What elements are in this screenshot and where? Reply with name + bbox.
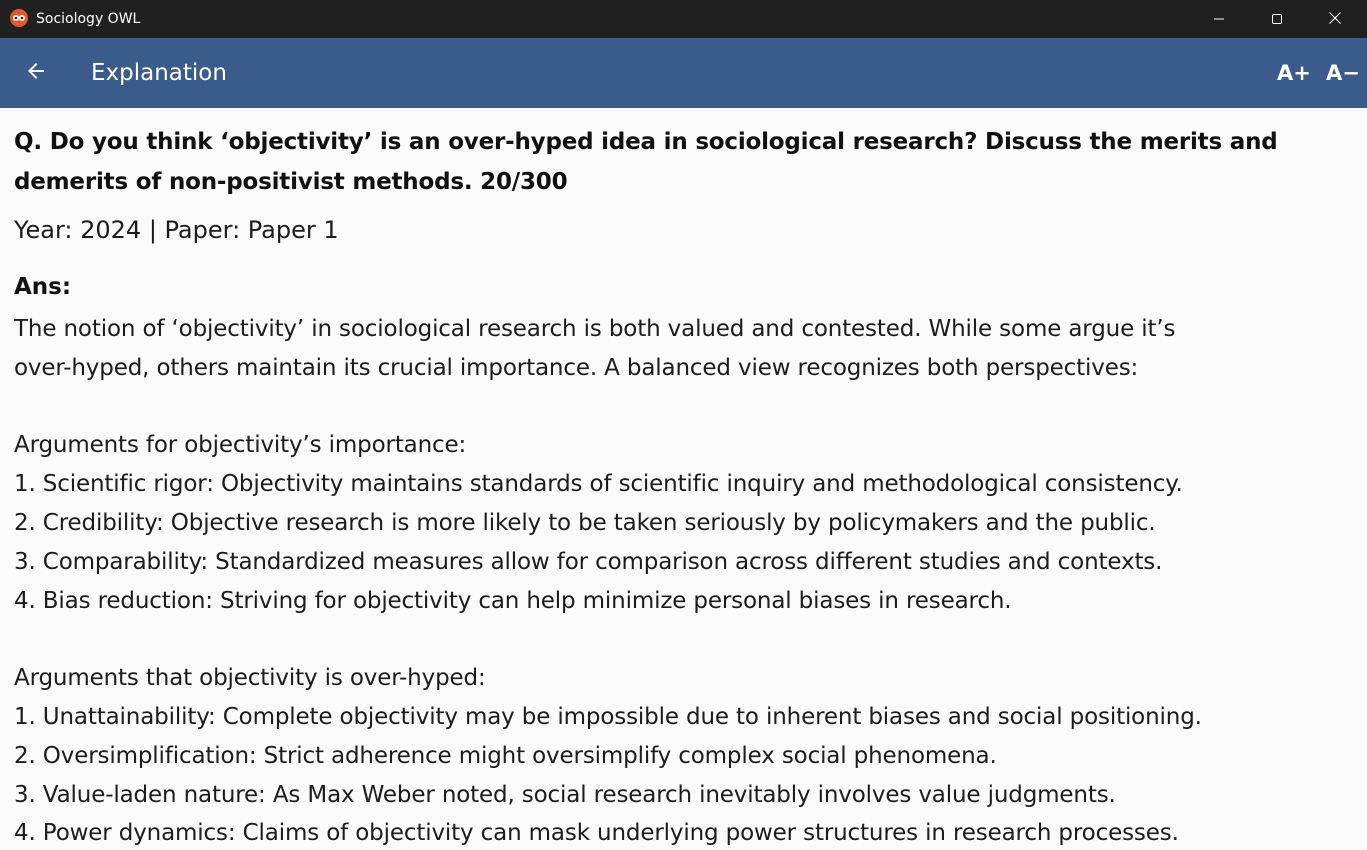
list-item: 1. Unattainability: Complete objectivity may be impossible due to inherent biases and social positioning. bbox=[14, 703, 1202, 730]
list-item: 2. Oversimplification: Strict adherence might oversimplify complex social phenomena. bbox=[14, 742, 997, 769]
close-button[interactable] bbox=[1306, 0, 1364, 38]
list-item: 4. Power dynamics: Claims of objectivity can mask underlying power structures in research processes. bbox=[14, 820, 1179, 847]
answer-line: over-hyped, others maintain its crucial importance. A balanced view recognizes both perspectives: bbox=[14, 354, 1139, 381]
answer-line: The notion of ‘objectivity’ in sociological research is both valued and contested. While some argue it’s bbox=[14, 316, 1176, 342]
minimize-icon bbox=[1213, 10, 1225, 29]
question-line: demerits of non-positivist methods. 20/300 bbox=[14, 169, 568, 195]
window-title: Sociology OWL bbox=[36, 11, 141, 27]
back-button[interactable] bbox=[18, 55, 54, 91]
blank-line bbox=[14, 388, 1344, 427]
font-increase-button[interactable]: A+ bbox=[1277, 61, 1311, 85]
answer-body bbox=[14, 310, 1344, 850]
font-decrease-button[interactable]: A− bbox=[1326, 61, 1360, 85]
maximize-button[interactable] bbox=[1248, 0, 1306, 38]
question-text bbox=[14, 122, 1344, 202]
close-icon bbox=[1328, 10, 1342, 29]
list-item: 1. Scientific rigor: Objectivity maintains standards of scientific inquiry and methodological consistency. bbox=[14, 471, 1183, 498]
question-meta: Year: 2024 | Paper: Paper 1 bbox=[14, 216, 339, 244]
arrow-left-icon bbox=[24, 59, 48, 87]
list-item: 4. Bias reduction: Striving for objectivity can help minimize personal biases in research. bbox=[14, 587, 1012, 614]
question-line: Q. Do you think ‘objectivity’ is an over-hyped idea in sociological research? Discuss the merits and bbox=[14, 129, 1278, 155]
vertical-scrollbar[interactable] bbox=[1357, 108, 1367, 850]
list-item: 2. Credibility: Objective research is more likely to be taken seriously by policymakers and the public. bbox=[14, 509, 1156, 536]
answer-label: Ans: bbox=[14, 274, 72, 300]
list-item: 3. Value-laden nature: As Max Weber noted, social research inevitably involves value judgments. bbox=[14, 781, 1116, 808]
title-bar bbox=[0, 0, 1367, 38]
maximize-icon bbox=[1271, 10, 1283, 29]
explanation-content[interactable] bbox=[14, 108, 1344, 850]
section-heading: Arguments for objectivity’s importance: bbox=[14, 432, 467, 459]
app-bar bbox=[0, 38, 1367, 108]
section-heading: Arguments that objectivity is over-hyped: bbox=[14, 665, 486, 692]
owl-icon bbox=[10, 9, 28, 27]
blank-line bbox=[14, 620, 1344, 659]
minimize-button[interactable] bbox=[1190, 0, 1248, 38]
list-item: 3. Comparability: Standardized measures allow for comparison across different studies and contexts. bbox=[14, 548, 1163, 575]
page-title: Explanation bbox=[91, 60, 227, 86]
